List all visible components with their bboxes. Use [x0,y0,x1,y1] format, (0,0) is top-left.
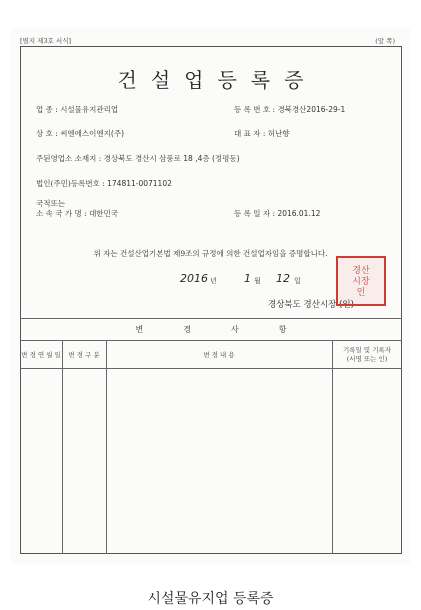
business-type-label: 업 종 : [36,105,58,114]
form-number: [별지 제3호 서식] [20,37,72,45]
company-value: 씨엔에스이엔지(주) [60,129,124,138]
reg-no-value: 경북경산2016-29-1 [277,105,346,114]
document-title: 건설업등록증 [117,68,318,92]
nationality-row [36,208,118,219]
ceo-value: 허난향 [267,129,290,138]
reg-date-value: 2016.01.12 [277,209,321,218]
company-row [36,128,124,139]
ceo-label: 대 표 자 : [234,129,266,138]
corp-no-value: 174811-0071102 [107,179,172,188]
issue-year-unit: 년 [210,277,217,285]
business-type-value: 시설물유지관리업 [60,105,119,114]
reg-date-row [234,208,320,219]
table-col-divider-1 [62,340,63,554]
issue-year: 2016 [180,272,208,285]
official-seal [336,256,386,306]
table-header-divider [20,368,402,369]
image-caption: 시설물유지업 등록증 [147,591,274,607]
issue-day: 12 [276,272,290,285]
ceo-row [234,128,290,139]
issuer-name: 경상북도 경산시장 (인) [268,300,354,310]
col-header-change-type: 변 경 구 분 [68,351,100,359]
issue-day-unit: 일 [294,277,301,285]
nationality-value: 대한민국 [89,209,119,218]
reg-date-label: 등 록 일 자 : [234,209,276,218]
table-top-border [20,318,402,319]
nationality-label: 소 속 국 가 명 : [36,209,87,218]
issue-month-unit: 월 [254,277,261,285]
col-header-recorder: 기록일 및 기록자 (서명 또는 인) [342,346,392,363]
nationality-label-line1: 국적또는 [36,199,65,208]
corp-no-row [36,178,172,189]
form-side: (앞 쪽) [375,37,395,45]
col-header-change-content: 변 경 내 용 [203,351,235,359]
table-col-divider-2 [106,340,107,554]
table-col-divider-3 [332,340,333,554]
seal-line-3: 인 [356,288,366,298]
address-label: 주된영업소 소재지 : [36,154,102,163]
reg-no-row [234,104,345,115]
seal-line-2: 시장 [352,277,370,287]
corp-no-label: 법인(주민)등록번호 : [36,179,105,188]
col-header-change-date: 변 경 연 월 일 [21,351,61,359]
seal-line-1: 경산 [352,266,370,276]
certification-statement: 위 자는 건설산업기본법 제9조의 규정에 의한 건설업자임을 증명합니다. [93,249,328,258]
business-type-row [36,104,118,115]
reg-no-label: 등 록 번 호 : [234,105,276,114]
table-title-divider [20,340,402,341]
address-value: 경상북도 경산시 삼풍로 18 ,4층 (정평동) [103,154,240,163]
issue-month: 1 [244,272,251,285]
changes-section-title: 변경사항 [135,325,327,334]
address-row [36,153,240,164]
company-label: 상 호 : [36,129,58,138]
